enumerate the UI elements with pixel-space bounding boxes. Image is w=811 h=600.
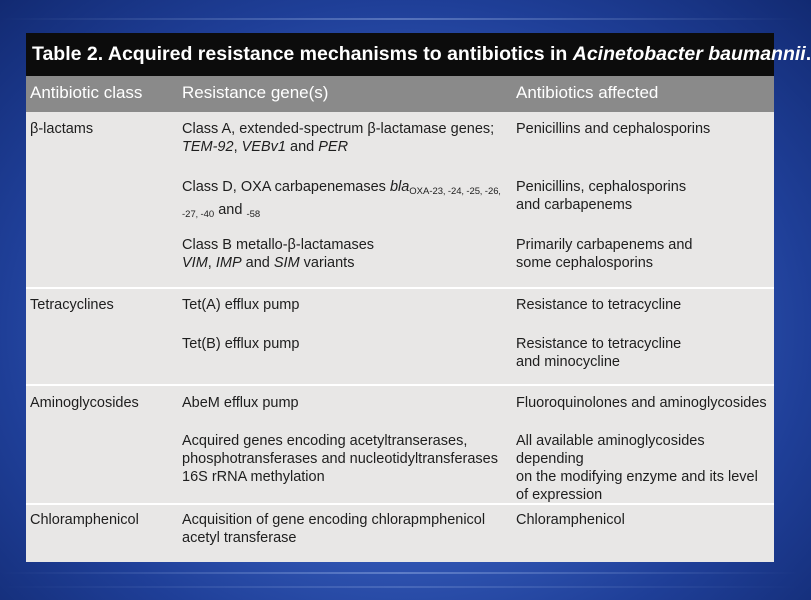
affected-cell [516, 335, 772, 371]
affected-cell: Resistance to tetracycline [516, 297, 682, 313]
gene-text: 16S rRNA methylation [182, 469, 325, 485]
row-group-aminoglycosides [26, 386, 774, 505]
affected-cell: Chloramphenicol [516, 512, 625, 528]
title-period: . [805, 43, 811, 65]
gene-sep: and [214, 202, 247, 218]
table-header-row [26, 76, 774, 112]
class-label: Chloramphenicol [30, 512, 139, 528]
affected-cell: Fluoroquinolones and aminoglycosides [516, 395, 767, 411]
gene-name: VEBv1 [241, 139, 286, 155]
class-label: Aminoglycosides [30, 395, 139, 411]
gene-sep: , [207, 255, 216, 271]
gene-sep: and [241, 255, 274, 271]
table-figure [26, 33, 811, 562]
affected-text: of expression [516, 487, 603, 503]
gene-text: Class A, extended-spectrum β-lactamase genes; [182, 121, 495, 137]
affected-cell [516, 236, 772, 272]
gene-cell [182, 432, 512, 486]
title-text: Table 2. Acquired resistance mechanisms to antibiotics in [32, 43, 573, 65]
gene-name: PER [318, 139, 349, 155]
gene-text [182, 201, 512, 224]
gene-text: Acquisition of gene encoding chlorapmphenicol [182, 512, 486, 528]
table-title [26, 33, 811, 76]
title-species: Acinetobacter baumannii [572, 43, 806, 65]
gene-text [182, 254, 512, 272]
gene-prefix: Class D, OXA carbapenemases [182, 179, 390, 195]
affected-cell [516, 432, 772, 504]
affected-cell: Penicillins and cephalosporins [516, 121, 711, 137]
gene-cell [182, 236, 512, 272]
gene-cell [182, 178, 512, 224]
affected-text: and minocycline [516, 354, 620, 370]
gene-cell: Tet(B) efflux pump [182, 336, 300, 352]
gene-name: VIM [182, 255, 208, 271]
gene-name: TEM-92 [182, 139, 234, 155]
class-label: Tetracyclines [30, 297, 114, 313]
gene-name: IMP [215, 255, 242, 271]
affected-text: All available aminoglycosides depending [516, 433, 705, 467]
gene-cell: Tet(A) efflux pump [182, 297, 300, 313]
gene-text: acetyl transferase [182, 530, 297, 546]
header-resistance-genes: Resistance gene(s) [182, 83, 329, 102]
gene-text: Class B metallo-β-lactamases [182, 237, 375, 253]
gene-cell [182, 511, 512, 547]
affected-text: some cephalosporins [516, 255, 654, 271]
header-antibiotics-affected: Antibiotics affected [516, 83, 659, 102]
affected-cell [516, 178, 772, 214]
gene-text [182, 138, 512, 156]
gene-sep: and [285, 139, 319, 155]
gene-text: Acquired genes encoding acetyltranserases, [182, 433, 468, 449]
gene-subscript: -58 [246, 209, 261, 220]
affected-text: and carbapenems [516, 197, 633, 213]
gene-name: bla [389, 179, 410, 195]
gene-text [182, 178, 512, 201]
row-group-chloramphenicol [26, 505, 774, 565]
gene-cell: AbeM efflux pump [182, 395, 299, 411]
affected-text: on the modifying enzyme and its level [516, 469, 758, 485]
gene-name: SIM [273, 255, 300, 271]
affected-text: Resistance to tetracycline [516, 336, 682, 352]
affected-text: Primarily carbapenems and [516, 237, 693, 253]
gene-cell [182, 120, 512, 156]
gene-suffix: variants [299, 255, 355, 271]
affected-text: Penicillins, cephalosporins [516, 179, 687, 195]
gene-subscript: OXA-23‚ -24‚ -25‚ -26‚ [409, 186, 501, 197]
class-label: β-lactams [30, 121, 94, 137]
row-group-betalactams [26, 112, 774, 289]
header-antibiotic-class: Antibiotic class [30, 83, 143, 102]
gene-subscript: -27‚ -40 [182, 209, 215, 220]
row-group-tetracyclines [26, 289, 774, 386]
gene-sep: , [233, 139, 242, 155]
gene-text: phosphotransferases and nucleotidyltransferases [182, 451, 498, 467]
